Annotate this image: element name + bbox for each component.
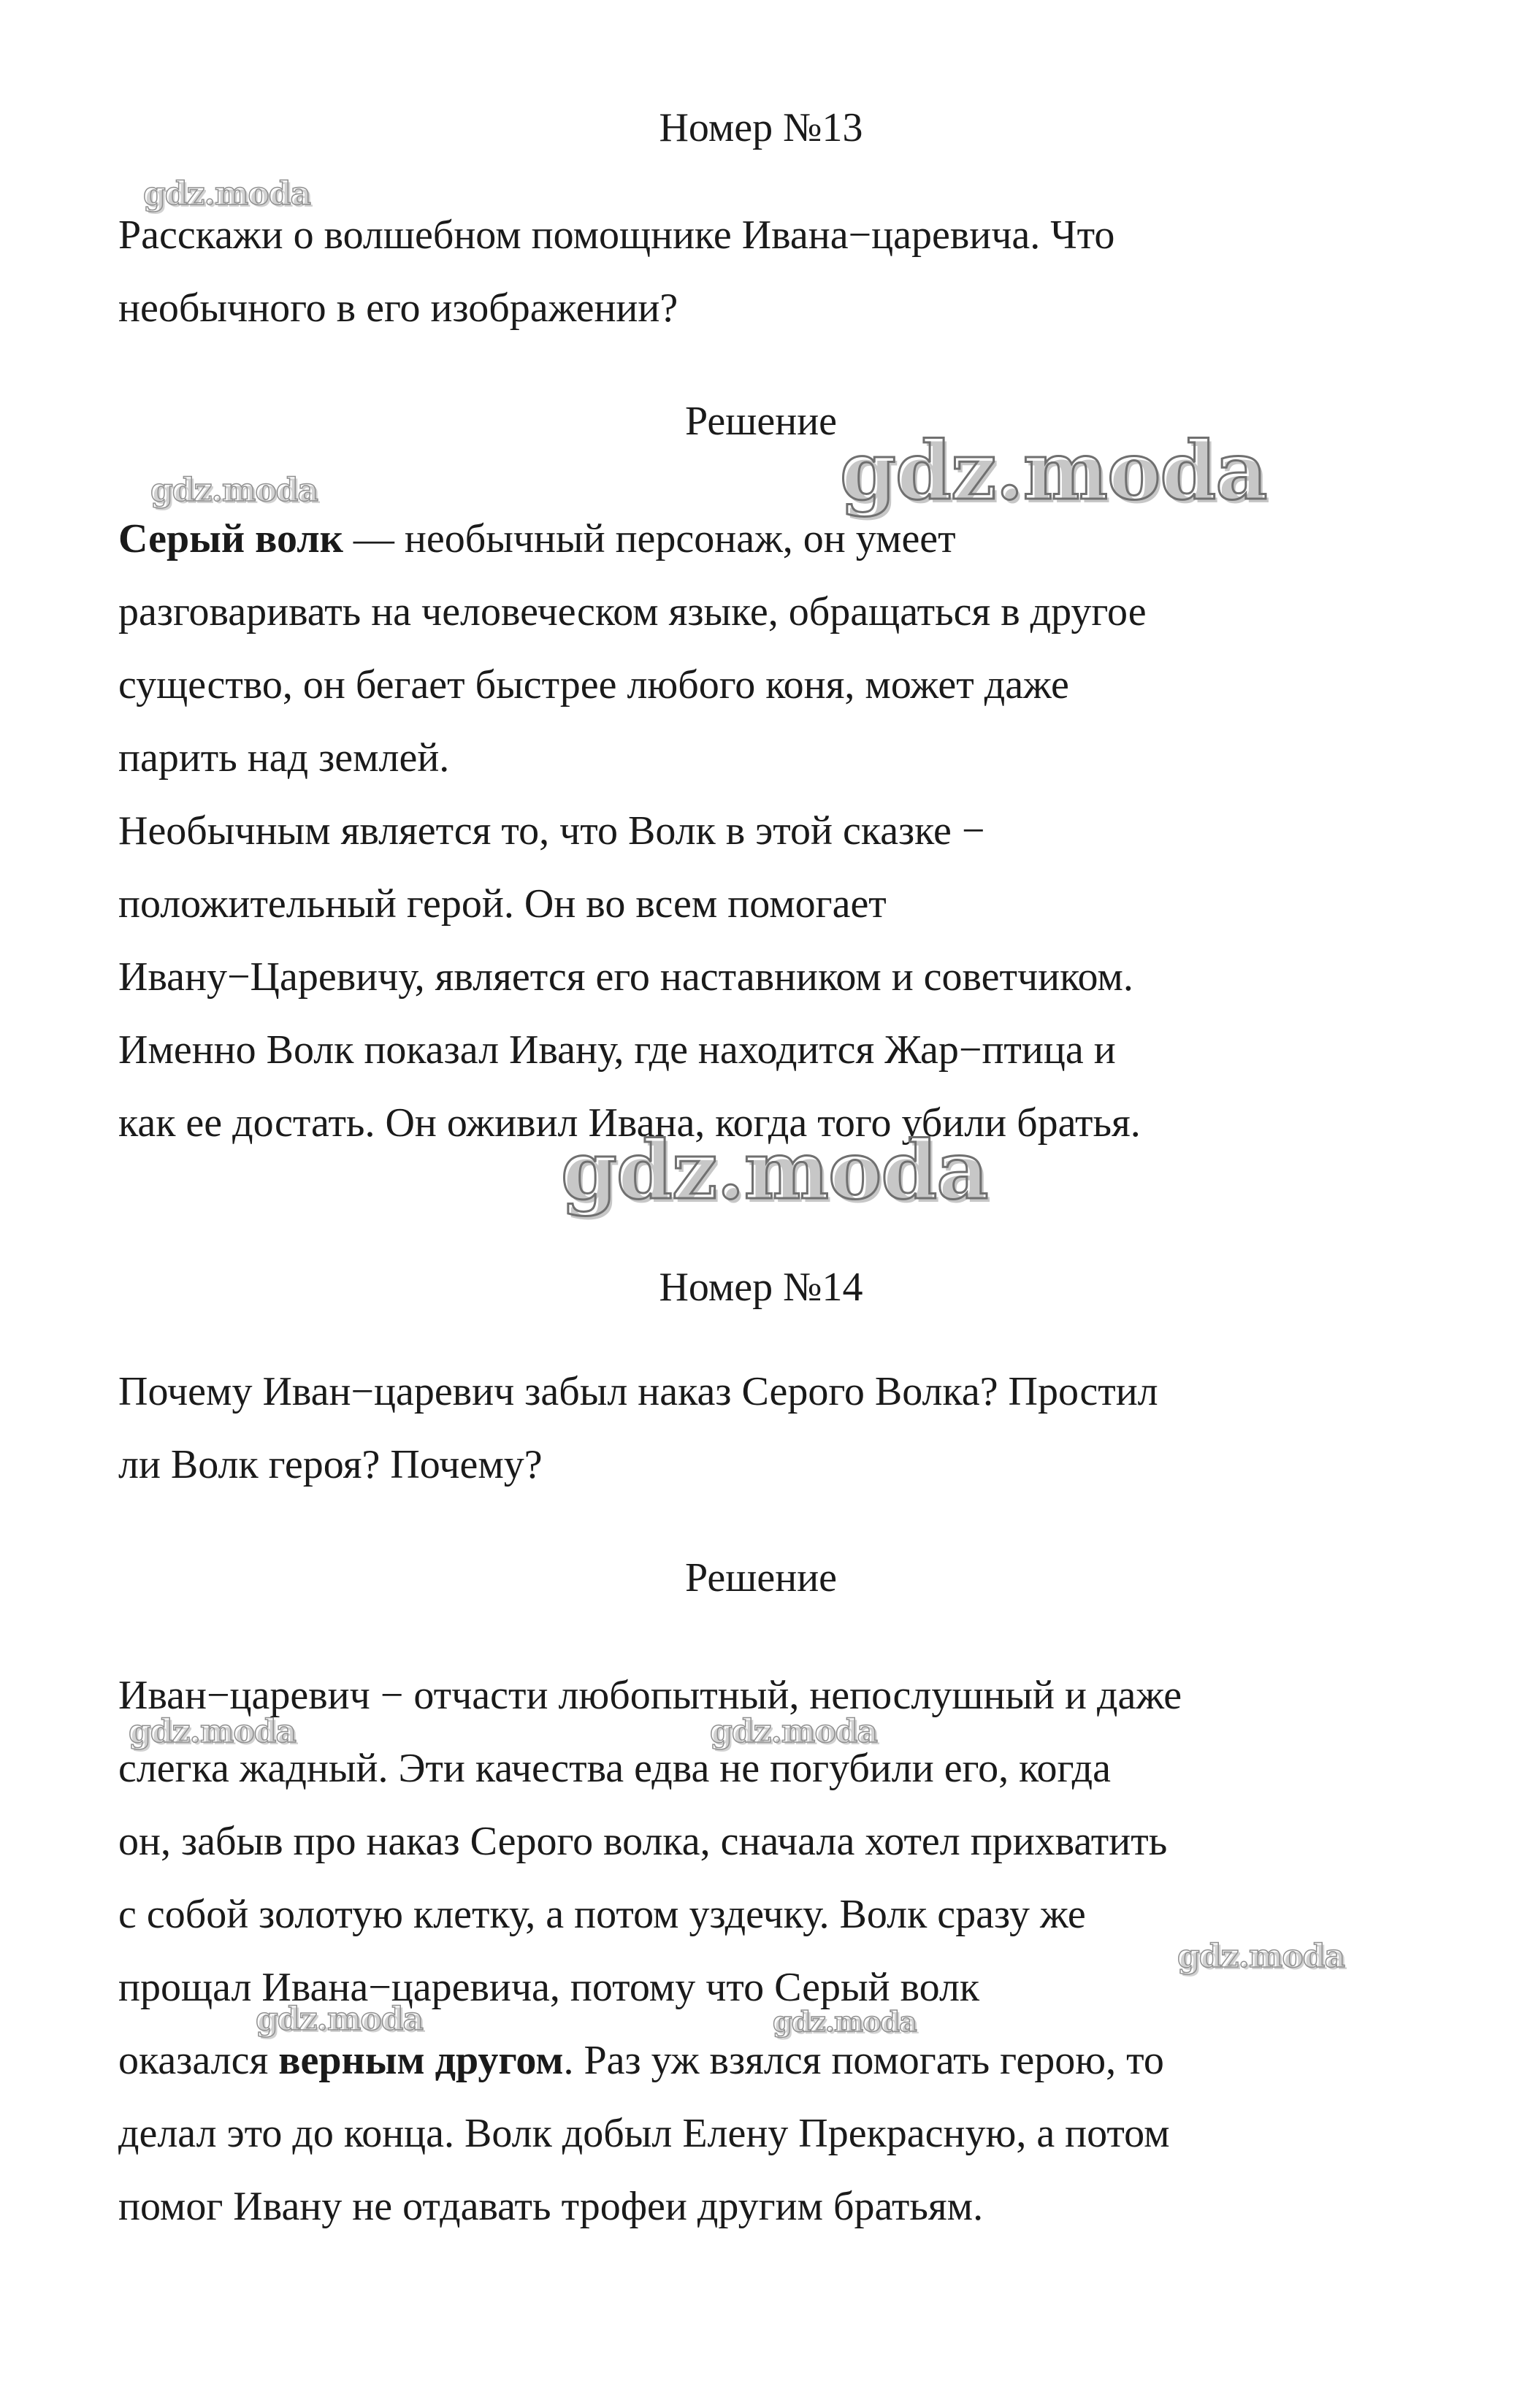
answer-line: существо, он бегает быстрее любого коня, может даже [118, 662, 1069, 708]
section-13-answer [118, 502, 1448, 1159]
watermark: gdz.moda [256, 2001, 424, 2038]
answer-line: разговаривать на человеческом языке, обращаться в другое [118, 589, 1147, 634]
question-line: Расскажи о волшебном помощнике Ивана−царевича. Что [118, 212, 1115, 258]
answer-line: помог Ивану не отдавать трофеи другим братьям. [118, 2184, 984, 2229]
watermark: gdz.moda [773, 2005, 917, 2038]
answer-line: парить над землей. [118, 735, 450, 781]
answer-line: как ее достать. Он оживил Ивана, когда того убили братья. [118, 1100, 1141, 1146]
answer-line: он, забыв про наказ Серого волка, сначала хотел прихватить [118, 1819, 1168, 1864]
answer-line: делал это до конца. Волк добыл Елену Прекрасную, а потом [118, 2111, 1170, 2156]
section-13-solution-label: Решение [684, 399, 838, 444]
answer-line: слегка жадный. Эти качества едва не погубили его, когда [118, 1746, 1112, 1791]
watermark: gdz.moda [561, 1123, 988, 1217]
watermark: gdz.moda [143, 175, 311, 212]
section-14-heading: Номер №14 [659, 1265, 863, 1310]
answer-line: Именно Волк показал Ивану, где находится Жар−птица и [118, 1027, 1116, 1073]
watermark: gdz.moda [840, 423, 1267, 518]
watermark: gdz.moda [150, 472, 318, 509]
answer-line: положительный герой. Он во всем помогает [118, 881, 887, 927]
answer-line: Иван−царевич − отчасти любопытный, непослушный и даже [118, 1673, 1182, 1718]
answer-line: Необычным является то, что Волк в этой сказке − [118, 808, 985, 854]
section-14-solution-label: Решение [684, 1555, 838, 1600]
answer-line: Серый волк — необычный персонаж, он умеет [118, 516, 956, 561]
watermark: gdz.moda [129, 1713, 297, 1750]
answer-term: Серый волк [118, 516, 343, 561]
answer-line: Ивану−Царевичу, является его наставником и советчиком. [118, 954, 1133, 1000]
question-line: необычного в его изображении? [118, 285, 678, 331]
section-14-question [118, 1355, 1448, 1501]
answer-line: с собой золотую клетку, а потом уздечку. Волк сразу же [118, 1892, 1086, 1937]
question-line: ли Волк героя? Почему? [118, 1442, 543, 1487]
question-line: Почему Иван−царевич забыл наказ Серого Волка? Простил [118, 1369, 1158, 1414]
answer-line: оказался верным другом. Раз уж взялся помогать герою, то [118, 2038, 1164, 2083]
section-13-heading: Номер №13 [659, 105, 863, 150]
section-13-question [118, 199, 1448, 345]
watermark: gdz.moda [1177, 1938, 1345, 1975]
answer-emphasis: верным другом [278, 2038, 564, 2083]
watermark: gdz.moda [710, 1713, 878, 1750]
answer-line: прощал Ивана−царевича, потому что Серый волк [118, 1965, 980, 2010]
